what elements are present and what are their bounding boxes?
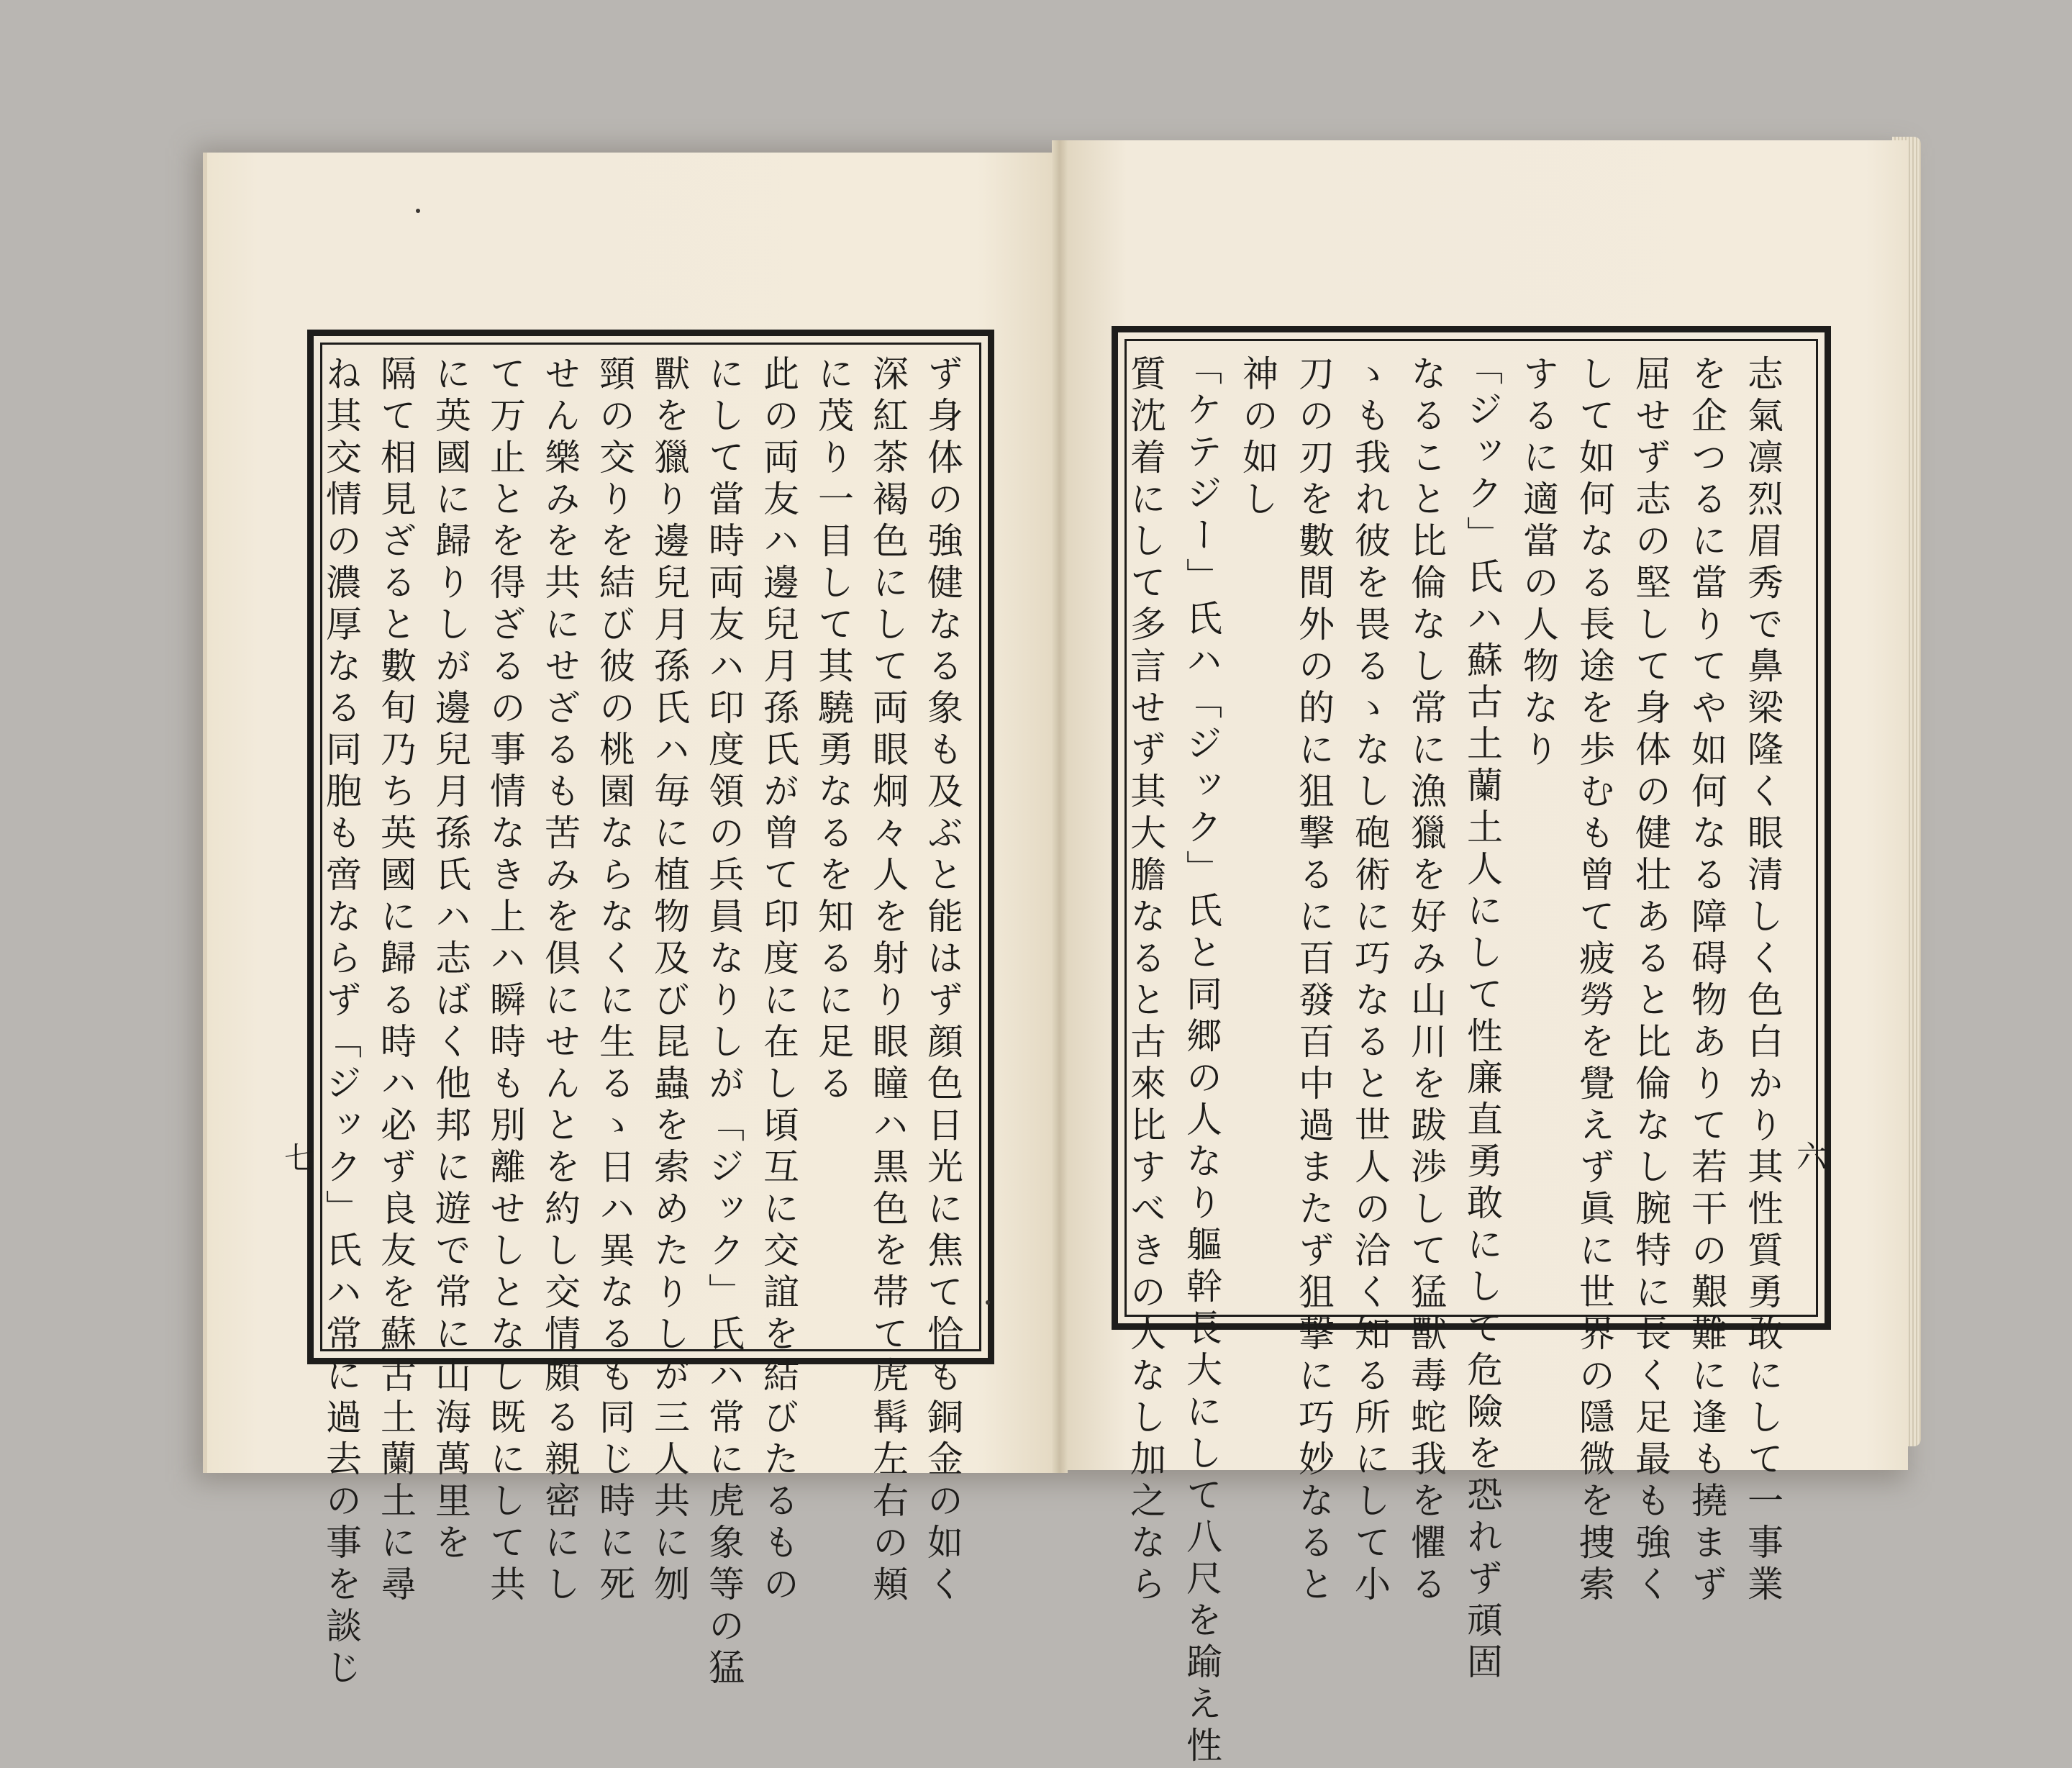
left-page-line-8: せん樂みを共にせざるも苦みを倶にせんとを約し交情頗る親密にし bbox=[539, 355, 581, 1607]
left-page-line-2: 深紅茶褐色にして両眼炯々人を射り眼瞳ハ黒色を帯て虎髯左右の頬 bbox=[867, 355, 909, 1607]
right-page-line-6: 「ジック」氏ハ蘇古土蘭土人にして性廉直勇敢にして危險を恐れず頑固 bbox=[1461, 349, 1503, 1685]
right-page-line-7: なること比倫なし常に漁獵を好み山川を跋渉して猛獸毒蛇我を懼る bbox=[1405, 355, 1447, 1607]
book-gutter bbox=[1052, 140, 1068, 1473]
left-page-line-3: に茂り一目して其驍勇なるを知るに足る bbox=[812, 355, 854, 1106]
left-page-line-5: にして當時両友ハ印度領の兵員なりしが「ジック」氏ハ常に虎象等の猛 bbox=[703, 355, 745, 1690]
right-page-line-5: するに適當の人物なり bbox=[1517, 355, 1559, 772]
left-page-line-1: ず身体の強健なる象も及ぶと能はず顔色日光に焦て恰も銅金の如く bbox=[922, 355, 963, 1607]
right-page-line-1: 志氣凛烈眉秀で鼻梁隆く眼清しく色白かり其性質勇敢にして一事業 bbox=[1742, 355, 1784, 1607]
left-page-line-7: 頸の交りを結び彼の桃園ならなくに生るゝ日ハ異なるも同じ時に死 bbox=[594, 355, 635, 1607]
right-page-line-11: 「ケテジー」氏ハ「ジック」氏と同郷の人なり軀幹長大にして八尺を踰え性 bbox=[1181, 349, 1222, 1768]
left-page-line-9: て万止とを得ざるの事情なき上ハ瞬時も別離せしとなし既にして共 bbox=[484, 355, 526, 1607]
left-page-number: 七 bbox=[284, 1141, 315, 1176]
right-page-line-10: 神の如し bbox=[1237, 355, 1278, 522]
right-page-number: 六 bbox=[1796, 1139, 1827, 1174]
right-page-line-12: 質沈着にして多言せず其大膽なると古來比すべきの人なし加之なら bbox=[1124, 355, 1166, 1607]
left-page-line-6: 獸を獵り邊兒月孫氏ハ毎に植物及び昆蟲を索めたりしが三人共に刎 bbox=[648, 355, 690, 1607]
right-page-line-8: ゝも我れ彼を畏るゝなし砲術に巧なると世人の洽く知る所にして小 bbox=[1349, 355, 1391, 1607]
right-page-line-4: して如何なる長途を歩むも曾て疲勞を覺えず眞に世界の隱微を捜索 bbox=[1573, 355, 1615, 1607]
right-page-line-3: 屈せず志の堅して身体の健壮あると比倫なし腕特に長く足最も強く bbox=[1630, 355, 1671, 1607]
paper-speck bbox=[986, 1300, 990, 1305]
left-page-line-11: 隔て相見ざると數旬乃ち英國に歸る時ハ必ず良友を蘇古土蘭土に尋 bbox=[375, 355, 417, 1607]
left-page-line-10: に英國に歸りしが邊兒月孫氏ハ志ばく他邦に遊で常に山海萬里を bbox=[430, 355, 471, 1565]
right-page-line-9: 刀の刃を數間外の的に狙撃るに百發百中過またず狙撃に巧妙なると bbox=[1293, 355, 1335, 1607]
left-page-line-12: ね其交情の濃厚なる同胞も啻ならず「ジック」氏ハ常に過去の事を談じ bbox=[320, 355, 362, 1690]
right-page-line-2: を企つるに當りてや如何なる障碍物ありて若干の艱難に逢も撓まず bbox=[1686, 355, 1727, 1607]
paper-speck bbox=[416, 209, 420, 213]
left-page-line-4: 此の両友ハ邊兒月孫氏が曾て印度に在し頃互に交誼を結びたるもの bbox=[758, 355, 799, 1607]
